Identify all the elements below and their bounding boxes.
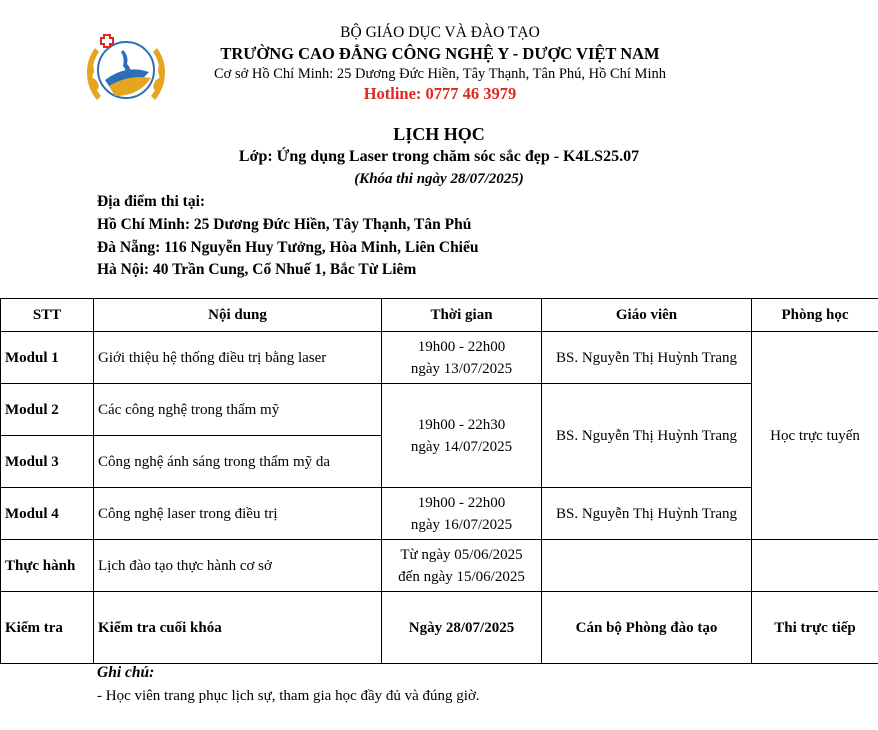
room-cell: Thi trực tiếp xyxy=(752,592,878,664)
stt-cell: Modul 3 xyxy=(1,436,94,488)
class-name: Lớp: Ứng dụng Laser trong chăm sóc sắc đẹp - K4LS25.07 xyxy=(238,148,640,165)
content-cell: Các công nghệ trong thẩm mỹ xyxy=(94,384,382,436)
table-row xyxy=(1,332,878,384)
content-cell: Công nghệ ánh sáng trong thẩm mỹ da xyxy=(94,436,382,488)
stt-cell: Modul 2 xyxy=(1,384,94,436)
table-row xyxy=(1,592,878,664)
location-dn: Đà Nẵng: 116 Nguyễn Huy Tưởng, Hòa Minh, Liên Chiểu xyxy=(97,239,479,256)
time-line: ngày 16/07/2025 xyxy=(410,516,513,533)
time-line: 19h00 - 22h00 xyxy=(417,494,506,511)
schedule-table xyxy=(0,298,878,664)
content-cell: Công nghệ laser trong điều trị xyxy=(94,488,382,540)
teacher-cell: BS. Nguyễn Thị Huỳnh Trang xyxy=(542,384,752,488)
schedule-title: LỊCH HỌC xyxy=(393,124,485,144)
table-row xyxy=(1,488,878,540)
header-content: Nội dung xyxy=(94,299,382,332)
time-line: ngày 14/07/2025 xyxy=(410,438,513,455)
header-stt: STT xyxy=(1,299,94,332)
time-line: 19h00 - 22h00 xyxy=(417,338,506,355)
notes-title: Ghi chú: xyxy=(97,664,155,681)
school-name: TRƯỜNG CAO ĐẲNG CÔNG NGHỆ Y - DƯỢC VIỆT NAM xyxy=(220,44,660,63)
note-item: - Học viên trang phục lịch sự, tham gia học đầy đủ và đúng giờ. xyxy=(97,688,480,704)
content-cell: Giới thiệu hệ thống điều trị bằng laser xyxy=(94,332,382,384)
ministry-name: BỘ GIÁO DỤC VÀ ĐÀO TẠO xyxy=(340,24,540,41)
time-cell xyxy=(382,332,542,384)
teacher-cell: BS. Nguyễn Thị Huỳnh Trang xyxy=(542,332,752,384)
exam-date: (Khóa thi ngày 28/07/2025) xyxy=(354,171,524,187)
location-heading: Địa điểm thi tại: xyxy=(97,193,206,210)
room-cell: Học trực tuyến xyxy=(752,332,878,540)
time-cell xyxy=(382,384,542,488)
content-cell: Kiểm tra cuối khóa xyxy=(94,592,382,664)
room-cell xyxy=(752,540,878,592)
time-line: ngày 13/07/2025 xyxy=(410,360,513,377)
teacher-cell: Cán bộ Phòng đào tạo xyxy=(542,592,752,664)
time-cell: Ngày 28/07/2025 xyxy=(382,592,542,664)
location-hn: Hà Nội: 40 Trần Cung, Cổ Nhuế 1, Bắc Từ Liêm xyxy=(97,261,417,278)
school-logo xyxy=(83,30,169,108)
table-row xyxy=(1,384,878,436)
time-line: đến ngày 15/06/2025 xyxy=(398,568,525,585)
location-hcm: Hồ Chí Minh: 25 Dương Đức Hiền, Tây Thạnh, Tân Phú xyxy=(97,216,472,233)
stt-cell: Modul 4 xyxy=(1,488,94,540)
content-cell: Lịch đào tạo thực hành cơ sở xyxy=(94,540,382,592)
time-line: Từ ngày 05/06/2025 xyxy=(400,546,523,563)
hotline: Hotline: 0777 46 3979 xyxy=(363,84,517,103)
stt-cell: Thực hành xyxy=(1,540,94,592)
table-row xyxy=(1,540,878,592)
table-header-row xyxy=(1,299,878,332)
school-address: Cơ sở Hồ Chí Minh: 25 Dương Đức Hiền, Tây Thạnh, Tân Phú, Hồ Chí Minh xyxy=(214,66,666,82)
time-cell xyxy=(382,488,542,540)
teacher-cell: BS. Nguyễn Thị Huỳnh Trang xyxy=(542,488,752,540)
stt-cell: Modul 1 xyxy=(1,332,94,384)
teacher-cell xyxy=(542,540,752,592)
time-line: 19h00 - 22h30 xyxy=(417,416,506,433)
time-cell xyxy=(382,540,542,592)
header-teacher: Giáo viên xyxy=(542,299,752,332)
header-room: Phòng học xyxy=(752,299,878,332)
header-time: Thời gian xyxy=(382,299,542,332)
stt-cell: Kiểm tra xyxy=(1,592,94,664)
